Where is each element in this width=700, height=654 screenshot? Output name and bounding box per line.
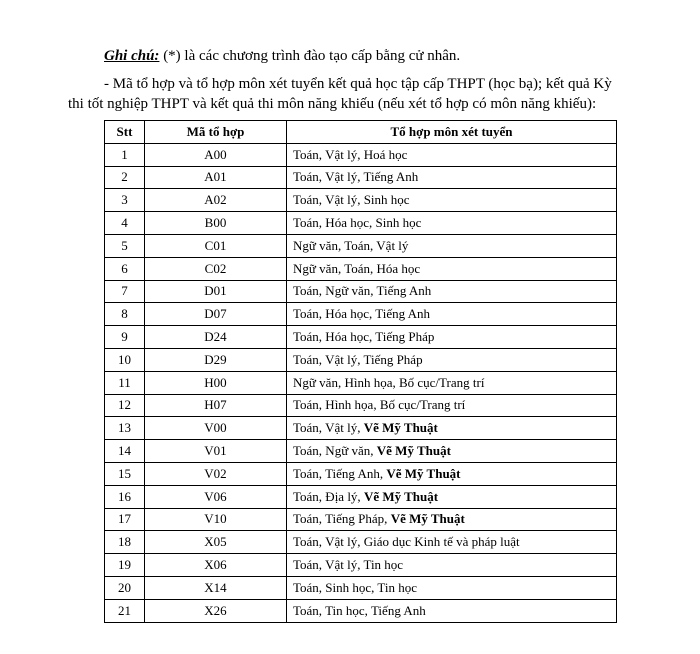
cell-subjects — [287, 485, 617, 508]
subjects-text: Toán, Ngữ văn, — [293, 443, 377, 459]
cell-stt: 14 — [105, 440, 145, 463]
subjects-text: Toán, Hóa học, Tiếng Anh — [293, 306, 431, 322]
cell-code: D24 — [145, 326, 287, 349]
table-row — [105, 234, 617, 257]
subjects-bold-text: Vẽ Mỹ Thuật — [386, 465, 461, 481]
subjects-text: Toán, Ngữ văn, Tiếng Anh — [293, 283, 432, 299]
cell-subjects — [287, 303, 617, 326]
table-row — [105, 440, 617, 463]
table-row — [105, 189, 617, 212]
cell-stt: 5 — [105, 234, 145, 257]
cell-code: D01 — [145, 280, 287, 303]
cell-code: V02 — [145, 462, 287, 485]
cell-stt: 16 — [105, 485, 145, 508]
header-stt: Stt — [105, 121, 145, 144]
subjects-text: Toán, Tiếng Pháp, — [293, 511, 391, 527]
cell-stt: 6 — [105, 257, 145, 280]
cell-stt: 3 — [105, 189, 145, 212]
cell-stt: 4 — [105, 212, 145, 235]
cell-code: H00 — [145, 371, 287, 394]
table-row — [105, 531, 617, 554]
cell-subjects — [287, 348, 617, 371]
cell-stt: 9 — [105, 326, 145, 349]
cell-subjects — [287, 143, 617, 166]
cell-subjects — [287, 212, 617, 235]
subjects-text: Toán, Tin học, Tiếng Anh — [293, 602, 426, 618]
subjects-text: Toán, Vật lý, Hoá học — [293, 146, 408, 162]
cell-stt: 1 — [105, 143, 145, 166]
cell-subjects — [287, 189, 617, 212]
cell-code: V06 — [145, 485, 287, 508]
cell-subjects — [287, 257, 617, 280]
table-row — [105, 462, 617, 485]
cell-subjects — [287, 166, 617, 189]
cell-subjects — [287, 576, 617, 599]
table-row — [105, 257, 617, 280]
note-line — [104, 47, 460, 65]
cell-code: A01 — [145, 166, 287, 189]
table-row — [105, 371, 617, 394]
cell-code: D29 — [145, 348, 287, 371]
cell-stt: 2 — [105, 166, 145, 189]
cell-stt: 12 — [105, 394, 145, 417]
cell-stt: 17 — [105, 508, 145, 531]
cell-code: D07 — [145, 303, 287, 326]
table-row — [105, 326, 617, 349]
cell-stt: 15 — [105, 462, 145, 485]
subjects-bold-text: Vẽ Mỹ Thuật — [390, 511, 465, 527]
cell-stt: 10 — [105, 348, 145, 371]
cell-code: X26 — [145, 599, 287, 622]
description-line-1: - Mã tổ hợp và tổ hợp môn xét tuyển kết quả học tập cấp THPT (học bạ); kết quả Kỳ — [104, 76, 612, 92]
description-line-2: thi tốt nghiệp THPT và kết quả thi môn năng khiếu (nếu xét tổ hợp có môn năng khiếu): — [68, 96, 597, 112]
cell-subjects — [287, 531, 617, 554]
note-text: (*) là các chương trình đào tạo cấp bằng cử nhân. — [159, 48, 461, 64]
subjects-text: Toán, Vật lý, Sinh học — [293, 192, 410, 208]
cell-stt: 18 — [105, 531, 145, 554]
table-body — [105, 143, 617, 622]
subjects-text: Toán, Vật lý, — [293, 420, 364, 436]
subjects-bold-text: Vẽ Mỹ Thuật — [376, 443, 451, 459]
table-row — [105, 280, 617, 303]
subjects-text: Ngữ văn, Toán, Vật lý — [293, 237, 409, 253]
subjects-text: Toán, Vật lý, Tiếng Anh — [293, 169, 419, 185]
cell-code: V10 — [145, 508, 287, 531]
cell-subjects — [287, 280, 617, 303]
cell-code: H07 — [145, 394, 287, 417]
table-row — [105, 212, 617, 235]
table-row — [105, 599, 617, 622]
cell-code: A00 — [145, 143, 287, 166]
cell-subjects — [287, 554, 617, 577]
note-label: Ghi chú: — [104, 48, 160, 64]
cell-code: X14 — [145, 576, 287, 599]
cell-stt: 8 — [105, 303, 145, 326]
table-row — [105, 576, 617, 599]
cell-subjects — [287, 508, 617, 531]
subjects-text: Toán, Vật lý, Giáo dục Kinh tế và pháp luật — [293, 534, 520, 550]
subjects-text: Toán, Hóa học, Tiếng Pháp — [293, 329, 435, 345]
table-row — [105, 348, 617, 371]
cell-subjects — [287, 371, 617, 394]
cell-stt: 19 — [105, 554, 145, 577]
cell-subjects — [287, 326, 617, 349]
cell-code: B00 — [145, 212, 287, 235]
cell-code: C02 — [145, 257, 287, 280]
cell-code: X05 — [145, 531, 287, 554]
subjects-text: Toán, Hóa học, Sinh học — [293, 215, 422, 231]
subjects-bold-text: Vẽ Mỹ Thuật — [363, 420, 438, 436]
cell-stt: 20 — [105, 576, 145, 599]
subjects-text: Toán, Tiếng Anh, — [293, 465, 387, 481]
table-row — [105, 485, 617, 508]
table-row — [105, 143, 617, 166]
header-subjects: Tổ hợp môn xét tuyển — [287, 121, 617, 144]
cell-stt: 21 — [105, 599, 145, 622]
subjects-text: Toán, Địa lý, — [293, 488, 364, 504]
cell-code: A02 — [145, 189, 287, 212]
cell-subjects — [287, 234, 617, 257]
table-row — [105, 508, 617, 531]
header-code: Mã tổ hợp — [145, 121, 287, 144]
combination-description — [68, 74, 648, 114]
subjects-text: Ngữ văn, Hình họa, Bố cục/Trang trí — [293, 374, 485, 390]
cell-stt: 13 — [105, 417, 145, 440]
table-row — [105, 166, 617, 189]
subjects-text: Toán, Sinh học, Tin học — [293, 579, 418, 595]
cell-subjects — [287, 440, 617, 463]
cell-code: X06 — [145, 554, 287, 577]
cell-code: C01 — [145, 234, 287, 257]
cell-subjects — [287, 462, 617, 485]
cell-code: V01 — [145, 440, 287, 463]
subjects-text: Toán, Vật lý, Tin học — [293, 557, 404, 573]
table-header-row — [105, 121, 617, 144]
subjects-text: Ngữ văn, Toán, Hóa học — [293, 260, 421, 276]
cell-subjects — [287, 394, 617, 417]
cell-subjects — [287, 599, 617, 622]
subjects-text: Toán, Vật lý, Tiếng Pháp — [293, 351, 423, 367]
table-row — [105, 554, 617, 577]
cell-subjects — [287, 417, 617, 440]
subjects-text: Toán, Hình họa, Bố cục/Trang trí — [293, 397, 466, 413]
cell-stt: 7 — [105, 280, 145, 303]
table-row — [105, 417, 617, 440]
table-row — [105, 394, 617, 417]
cell-code: V00 — [145, 417, 287, 440]
cell-stt: 11 — [105, 371, 145, 394]
subject-combination-table — [104, 120, 617, 623]
table-row — [105, 303, 617, 326]
subjects-bold-text: Vẽ Mỹ Thuật — [363, 488, 439, 504]
